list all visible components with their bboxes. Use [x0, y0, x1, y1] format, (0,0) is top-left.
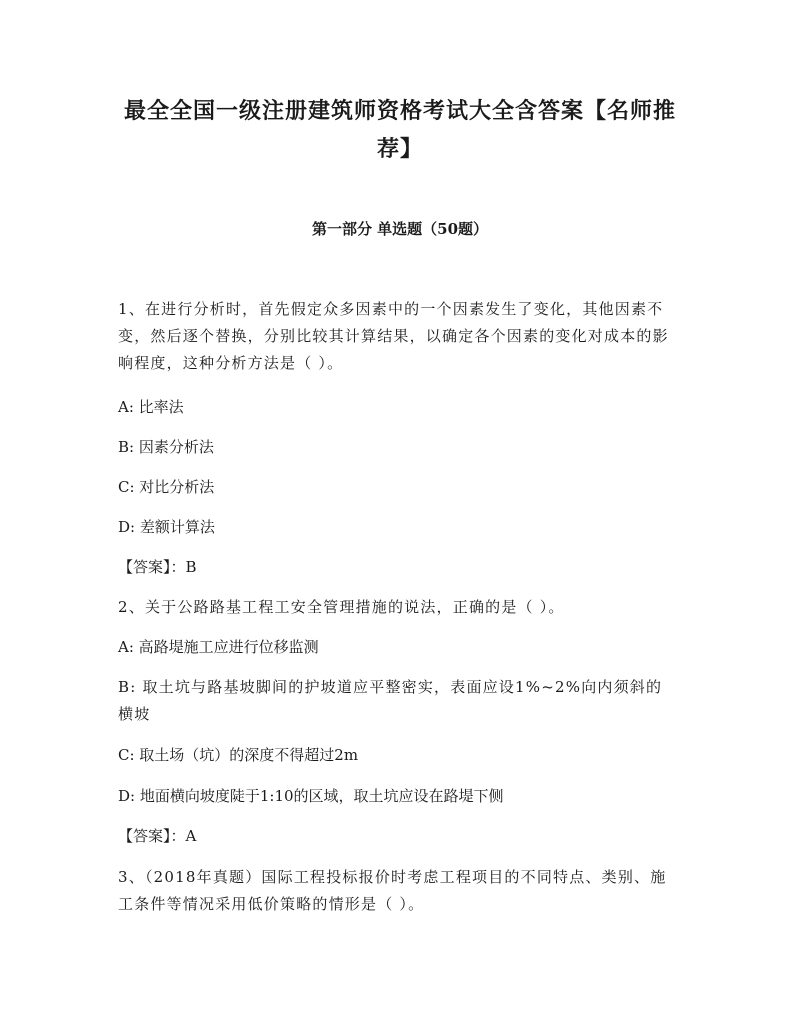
question-2-stem: 2、关于公路路基工程工安全管理措施的说法，正确的是（ ）。	[118, 598, 565, 616]
question-1-stem: 1、在进行分析时，首先假定众多因素中的一个因素发生了变化，其他因素不变，然后逐个替换，分别比较其计算结果，以确定各个因素的变化对成本的影响程度，这种分析方法是（ ）。	[118, 300, 669, 372]
question-1-option-c: C: 对比分析法	[118, 478, 215, 496]
question-2-option-c: C: 取土场（坑）的深度不得超过2m	[118, 746, 359, 764]
document-title: 最全全国一级注册建筑师资格考试大全含答案【名师推荐】	[123, 98, 676, 162]
question-2-option-b: B: 取土坑与路基坡脚间的护坡道应平整密实，表面应设1%~2%向内须斜的横坡	[118, 678, 663, 723]
question-2-option-a: A: 高路堤施工应进行位移监测	[118, 638, 319, 656]
question-2-answer: 【答案】：A	[118, 827, 197, 845]
question-1-option-a: A: 比率法	[118, 398, 184, 416]
question-2-option-d: D: 地面横向坡度陡于1:10的区域，取土坑应设在路堤下侧	[118, 787, 504, 805]
question-1-answer: 【答案】：B	[118, 558, 197, 576]
question-3-stem: 3、（2018年真题）国际工程投标报价时考虑工程项目的不同特点、类别、施工条件等情况采用低价策略的情形是（ ）。	[118, 868, 667, 913]
question-1-option-b: B: 因素分析法	[118, 438, 214, 456]
question-1-option-d: D: 差额计算法	[118, 518, 215, 536]
section-title: 第一部分 单选题（50题）	[311, 220, 489, 238]
